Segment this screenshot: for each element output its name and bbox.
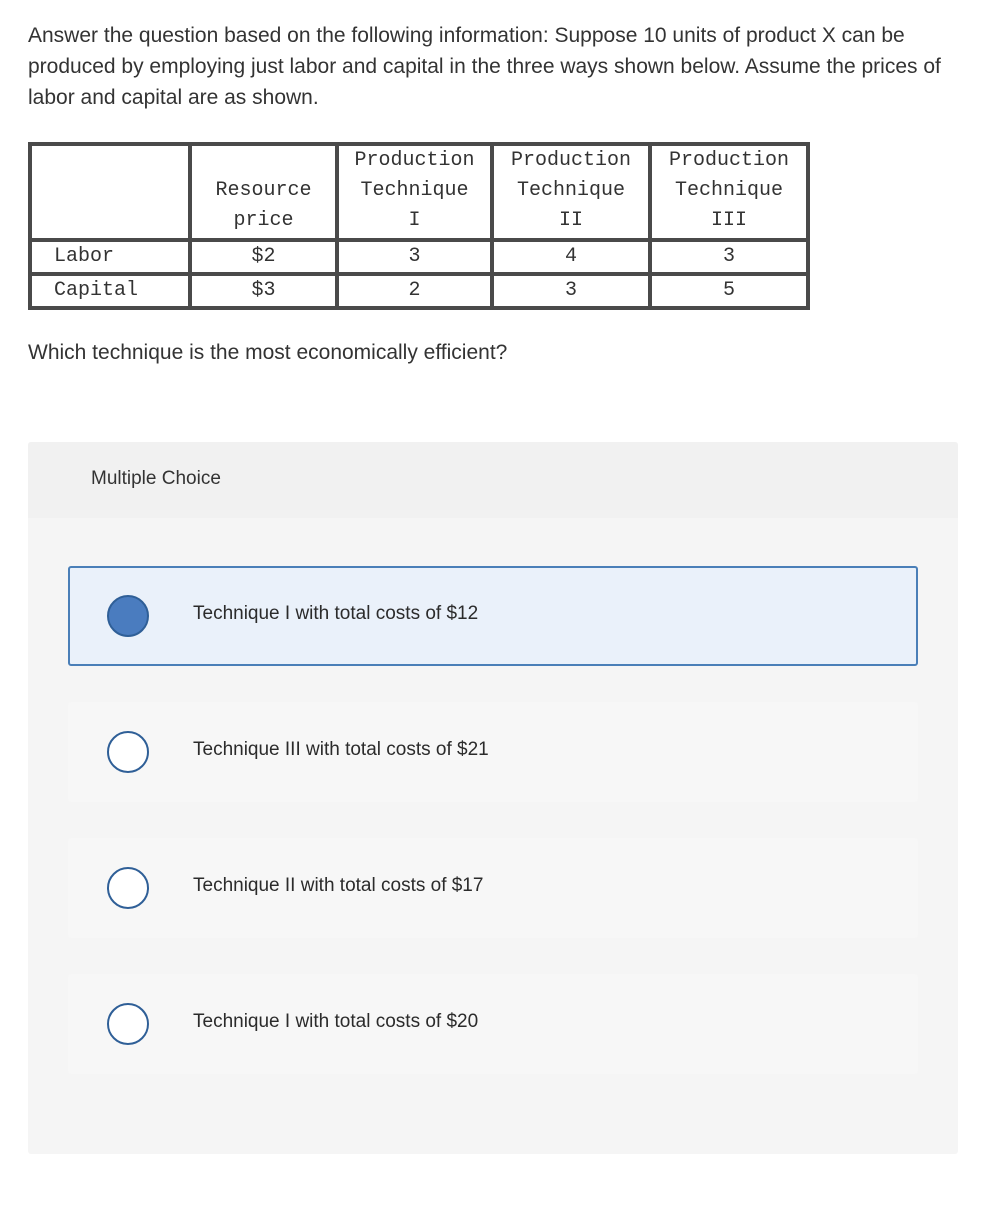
choice-label: Technique I with total costs of $20 [193,1011,479,1032]
multiple-choice-title: Multiple Choice [91,468,221,489]
header-blank-cell [30,144,190,240]
choice-option[interactable] [68,838,918,938]
table-header-row [30,144,808,240]
labor-price: $2 [190,240,337,274]
choice-option[interactable] [68,702,918,802]
radio-unselected-icon[interactable] [107,867,149,909]
header-technique-3: Production Technique III [650,144,808,240]
radio-unselected-icon[interactable] [107,731,149,773]
choice-label: Technique II with total costs of $17 [193,875,484,896]
row-label-labor: Labor [30,240,190,274]
radio-unselected-icon[interactable] [107,1003,149,1045]
resource-table [28,142,810,310]
choice-label: Technique I with total costs of $12 [193,603,479,624]
choice-option[interactable] [68,566,918,666]
labor-technique-1: 3 [337,240,492,274]
choice-label: Technique III with total costs of $21 [193,739,489,760]
multiple-choice-panel [28,442,958,1154]
labor-technique-2: 4 [492,240,650,274]
radio-selected-icon[interactable] [107,595,149,637]
table-row [30,240,808,274]
header-resource-price: Resource price [190,144,337,240]
choice-option[interactable] [68,974,918,1074]
capital-technique-1: 2 [337,274,492,308]
capital-technique-2: 3 [492,274,650,308]
table-row [30,274,808,308]
multiple-choice-header [28,442,958,518]
question-intro: Answer the question based on the following information: Suppose 10 units of product X can be produced by employing just labor and capital in the three ways shown below. Assume the prices of labor and capital are as shown. [28,24,941,109]
capital-price: $3 [190,274,337,308]
labor-technique-3: 3 [650,240,808,274]
header-technique-2: Production Technique II [492,144,650,240]
header-technique-1: Production Technique I [337,144,492,240]
capital-technique-3: 5 [650,274,808,308]
question-prompt: Which technique is the most economically efficient? [28,341,508,364]
row-label-capital: Capital [30,274,190,308]
